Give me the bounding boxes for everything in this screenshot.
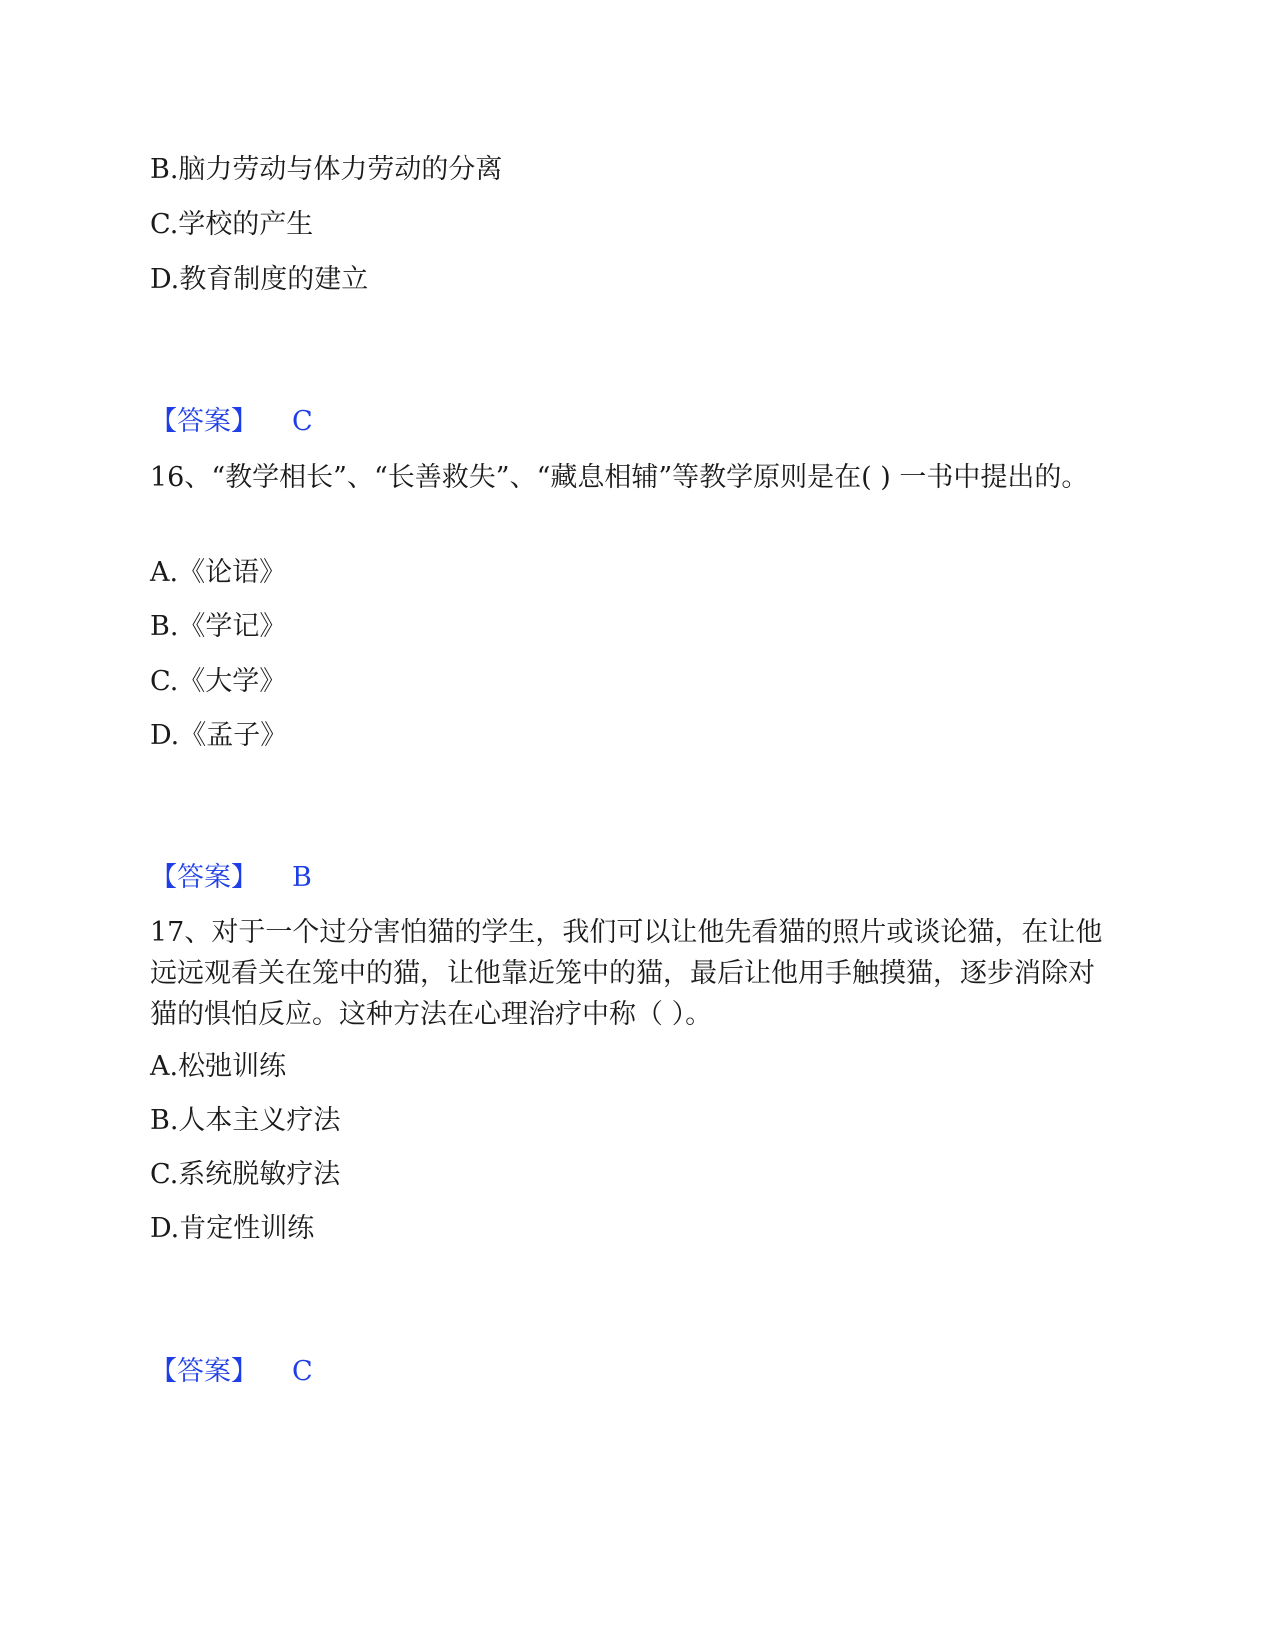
option-b: B.脑力劳动与体力劳动的分离 <box>150 154 503 185</box>
q16-option-a: A.《论语》 <box>150 557 287 588</box>
q17-option-d: D.肯定性训练 <box>150 1213 315 1244</box>
q17-option-b: B.人本主义疗法 <box>150 1105 341 1136</box>
answer-label: 【答案】 <box>150 406 258 437</box>
option-c: C.学校的产生 <box>150 209 314 240</box>
question-17-text: 17、对于一个过分害怕猫的学生，我们可以让他先看猫的照片或谈论猫，在让他远远观看关在笼中的猫，让他靠近笼中的猫，最后让他用手触摸猫，逐步消除对猫的惧怕反应。这种方法在心理治疗中称（ ）。 <box>150 917 1103 1030</box>
q16-option-c: C.《大学》 <box>150 666 287 697</box>
q17-answer-value: C <box>292 1356 313 1387</box>
q17-answer-label: 【答案】 <box>150 1356 258 1387</box>
answer-value: C <box>292 406 313 437</box>
answer-line <box>150 402 313 442</box>
q16-answer-label: 【答案】 <box>150 862 258 893</box>
q17-option-a: A.松弛训练 <box>150 1051 287 1082</box>
q16-option-b: B.《学记》 <box>150 611 287 642</box>
option-d: D.教育制度的建立 <box>150 264 369 295</box>
q16-answer-value: B <box>292 862 312 893</box>
q16-option-d: D.《孟子》 <box>150 720 288 751</box>
question-16-text: 16、“教学相长”、“长善救失”、“藏息相辅”等教学原则是在( ) 一书中提出的。 <box>150 462 1089 493</box>
q17-option-c: C.系统脱敏疗法 <box>150 1159 341 1190</box>
q17-answer-line <box>150 1352 313 1392</box>
q16-answer-line <box>150 858 312 898</box>
